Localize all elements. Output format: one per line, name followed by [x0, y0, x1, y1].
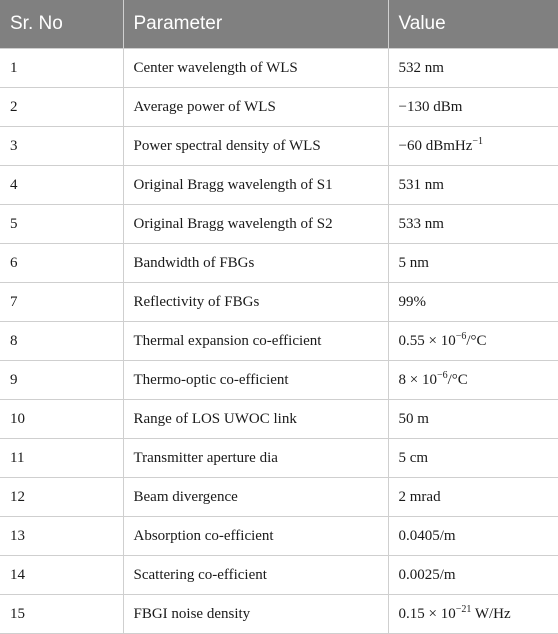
cell-sr-no: 6: [0, 244, 123, 283]
value-unit: W/Hz: [471, 605, 511, 622]
table-row: [0, 49, 558, 88]
cell-sr-no: 5: [0, 205, 123, 244]
cell-parameter: Reflectivity of FBGs: [123, 283, 388, 322]
cell-value: [388, 517, 558, 556]
cell-value: [388, 361, 558, 400]
value-unit: /°C: [466, 332, 487, 349]
value-text: 5 cm: [398, 449, 429, 466]
cell-value: [388, 556, 558, 595]
cell-sr-no: 9: [0, 361, 123, 400]
value-text: 5 nm: [398, 254, 429, 271]
cell-sr-no: 1: [0, 49, 123, 88]
cell-sr-no: 14: [0, 556, 123, 595]
table-row: [0, 244, 558, 283]
cell-parameter: Transmitter aperture dia: [123, 439, 388, 478]
cell-sr-no: 3: [0, 127, 123, 166]
cell-value: [388, 595, 558, 634]
table-row: [0, 127, 558, 166]
cell-parameter: Beam divergence: [123, 478, 388, 517]
value-exponent: −21: [455, 603, 472, 615]
cell-sr-no: 7: [0, 283, 123, 322]
value-text: 533 nm: [398, 215, 444, 232]
cell-parameter: Bandwidth of FBGs: [123, 244, 388, 283]
value-text: 50 m: [398, 410, 429, 427]
cell-sr-no: 10: [0, 400, 123, 439]
header-parameter: Parameter: [123, 0, 388, 49]
cell-value: [388, 127, 558, 166]
table-body: [0, 49, 558, 634]
cell-parameter: Thermal expansion co-efficient: [123, 322, 388, 361]
cell-value: [388, 244, 558, 283]
value-text: −130 dBm: [398, 98, 463, 115]
table-row: [0, 478, 558, 517]
cell-value: [388, 439, 558, 478]
table-row: [0, 205, 558, 244]
cell-parameter: Center wavelength of WLS: [123, 49, 388, 88]
cell-parameter: Range of LOS UWOC link: [123, 400, 388, 439]
table-row: [0, 361, 558, 400]
cell-parameter: FBGI noise density: [123, 595, 388, 634]
cell-value: [388, 205, 558, 244]
cell-value: [388, 400, 558, 439]
cell-sr-no: 4: [0, 166, 123, 205]
cell-value: [388, 49, 558, 88]
value-text: 0.0405/m: [398, 527, 456, 544]
header-sr-no: Sr. No: [0, 0, 123, 49]
cell-sr-no: 8: [0, 322, 123, 361]
value-exponent: −6: [436, 369, 448, 381]
value-text: 8 × 10: [398, 371, 437, 388]
cell-value: [388, 88, 558, 127]
value-text: 2 mrad: [398, 488, 441, 505]
table-header-row: [0, 0, 558, 49]
value-text: 99%: [398, 293, 426, 310]
table-row: [0, 400, 558, 439]
cell-value: [388, 283, 558, 322]
value-text: 0.15 × 10: [398, 605, 456, 622]
table-row: [0, 166, 558, 205]
cell-sr-no: 12: [0, 478, 123, 517]
value-text: 531 nm: [398, 176, 444, 193]
table-row: [0, 517, 558, 556]
cell-parameter: Scattering co-efficient: [123, 556, 388, 595]
cell-parameter: Average power of WLS: [123, 88, 388, 127]
cell-parameter: Original Bragg wavelength of S2: [123, 205, 388, 244]
value-text: 532 nm: [398, 59, 444, 76]
cell-sr-no: 13: [0, 517, 123, 556]
value-unit: /°C: [447, 371, 468, 388]
table-row: [0, 322, 558, 361]
cell-parameter: Original Bragg wavelength of S1: [123, 166, 388, 205]
cell-parameter: Thermo-optic co-efficient: [123, 361, 388, 400]
value-exponent: −6: [455, 330, 467, 342]
table-row: [0, 556, 558, 595]
cell-sr-no: 2: [0, 88, 123, 127]
value-text: 0.55 × 10: [398, 332, 456, 349]
cell-sr-no: 15: [0, 595, 123, 634]
value-text: −60 dBmHz: [398, 137, 473, 154]
table-row: [0, 283, 558, 322]
cell-value: [388, 478, 558, 517]
cell-parameter: Power spectral density of WLS: [123, 127, 388, 166]
table-row: [0, 595, 558, 634]
table-row: [0, 439, 558, 478]
header-value: Value: [388, 0, 558, 49]
cell-value: [388, 166, 558, 205]
cell-sr-no: 11: [0, 439, 123, 478]
value-exponent: −1: [472, 135, 484, 147]
value-text: 0.0025/m: [398, 566, 456, 583]
cell-parameter: Absorption co-efficient: [123, 517, 388, 556]
cell-value: [388, 322, 558, 361]
table-row: [0, 88, 558, 127]
